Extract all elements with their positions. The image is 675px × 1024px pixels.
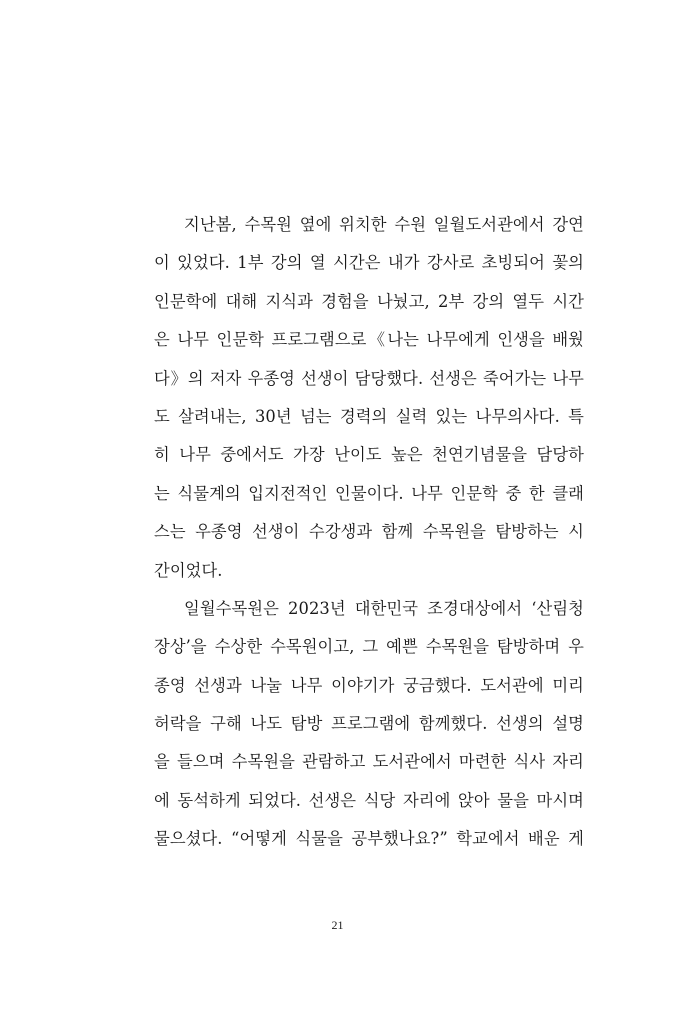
paragraph-2-line-6: 에 동석하게 되었다. 선생은 식당 자리에 앉아 물을 마시며 — [154, 790, 584, 810]
paragraph-1-line-7: 히 나무 중에서도 가장 난이도 높은 천연기념물을 담당하 — [154, 445, 584, 465]
paragraph-2-line-1: 일월수목원은 2023년 대한민국 조경대상에서 ‘산림청 — [184, 598, 584, 618]
paragraph-1-line-2: 이 있었다. 1부 강의 열 시간은 내가 강사로 초빙되어 꽃의 — [154, 253, 584, 273]
paragraph-2-line-5: 을 들으며 수목원을 관람하고 도서관에서 마련한 식사 자리 — [154, 752, 584, 772]
paragraph-2-line-4: 허락을 구해 나도 탐방 프로그램에 함께했다. 선생의 설명 — [154, 714, 584, 734]
paragraph-2-line-2: 장상’을 수상한 수목원이고, 그 예쁜 수목원을 탐방하며 우 — [154, 637, 584, 657]
paragraph-1-line-8: 는 식물계의 입지전적인 인물이다. 나무 인문학 중 한 클래 — [154, 483, 584, 503]
page-number: 21 — [331, 918, 344, 932]
paragraph-2-line-3: 종영 선생과 나눌 나무 이야기가 궁금했다. 도서관에 미리 — [154, 675, 584, 695]
paragraph-1-line-10: 간이었다. — [154, 560, 223, 580]
paragraph-1-line-1: 지난봄, 수목원 옆에 위치한 수원 일월도서관에서 강연 — [184, 215, 584, 234]
paragraph-1-line-9: 스는 우종영 선생이 수강생과 함께 수목원을 탐방하는 시 — [154, 522, 584, 542]
paragraph-1-line-3: 인문학에 대해 지식과 경험을 나눴고, 2부 강의 열두 시간 — [154, 291, 584, 311]
paragraph-1-line-6: 도 살려내는, 30년 넘는 경력의 실력 있는 나무의사다. 특 — [154, 406, 584, 426]
paragraph-2-line-7: 물으셨다. “어떻게 식물을 공부했나요?” 학교에서 배운 게 — [154, 829, 584, 849]
paragraph-1-line-4: 은 나무 인문학 프로그램으로《나는 나무에게 인생을 배웠 — [154, 330, 584, 350]
body-text — [154, 206, 584, 859]
paragraph-1-line-5: 다》의 저자 우종영 선생이 담당했다. 선생은 죽어가는 나무 — [154, 368, 584, 388]
